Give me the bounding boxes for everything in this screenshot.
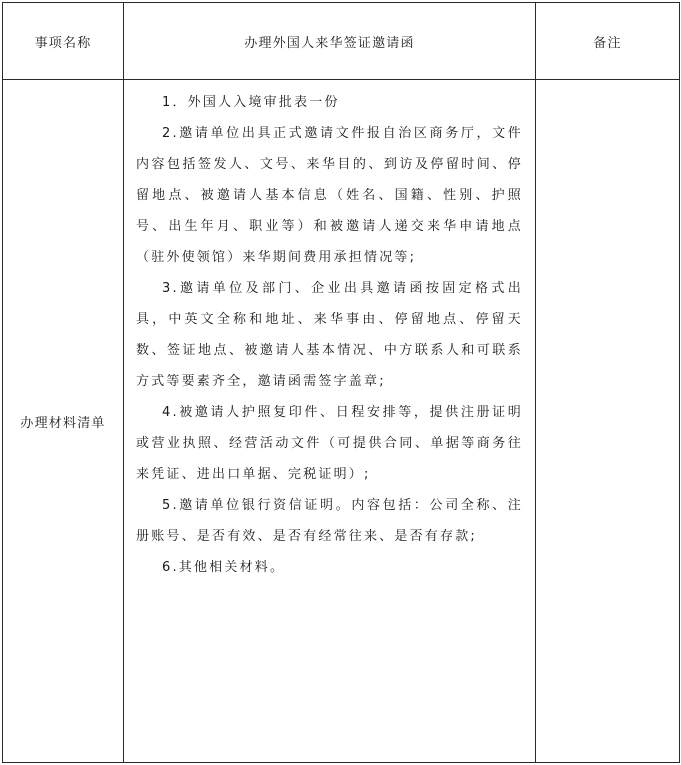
material-item-3: 3.邀请单位及部门、企业出具邀请函按固定格式出具，中英文全称和地址、来华事由、停留地点、停留天数、签证地点、被邀请人基本情况、中方联系人和可联系方式等要素齐全，邀请函需签字盖章; [136, 281, 523, 389]
header-item-name: 事项名称 [3, 3, 124, 80]
table-header-row [3, 3, 680, 80]
header-document-title: 办理外国人来华签证邀请函 [124, 3, 536, 80]
material-item-1: 1．外国人入境审批表一份 [162, 95, 340, 110]
header-remarks: 备注 [536, 3, 680, 80]
materials-table [2, 2, 680, 763]
material-item-5: 5.邀请单位银行资信证明。内容包括：公司全称、注册账号、是否有效、是否有经常往来、是否有存款; [136, 498, 523, 544]
material-item-4: 4.被邀请人护照复印件、日程安排等，提供注册证明或营业执照、经营活动文件（可提供合同、单据等商务往来凭证、进出口单据、完税证明）; [136, 405, 523, 482]
material-item-6: 6.其他相关材料。 [162, 560, 286, 575]
material-item-2: 2.邀请单位出具正式邀请文件报自治区商务厅，文件内容包括签发人、文号、来华目的、到访及停留时间、停留地点、被邀请人基本信息（姓名、国籍、性别、护照号、出生年月、职业等）和被邀请人递交来华申请地点（驻外使领馆）来华期间费用承担情况等; [136, 126, 523, 265]
item-name-cell: 办理材料清单 [3, 80, 124, 763]
remarks-cell [536, 80, 680, 763]
materials-list-cell [124, 80, 536, 763]
table-row [3, 80, 680, 763]
